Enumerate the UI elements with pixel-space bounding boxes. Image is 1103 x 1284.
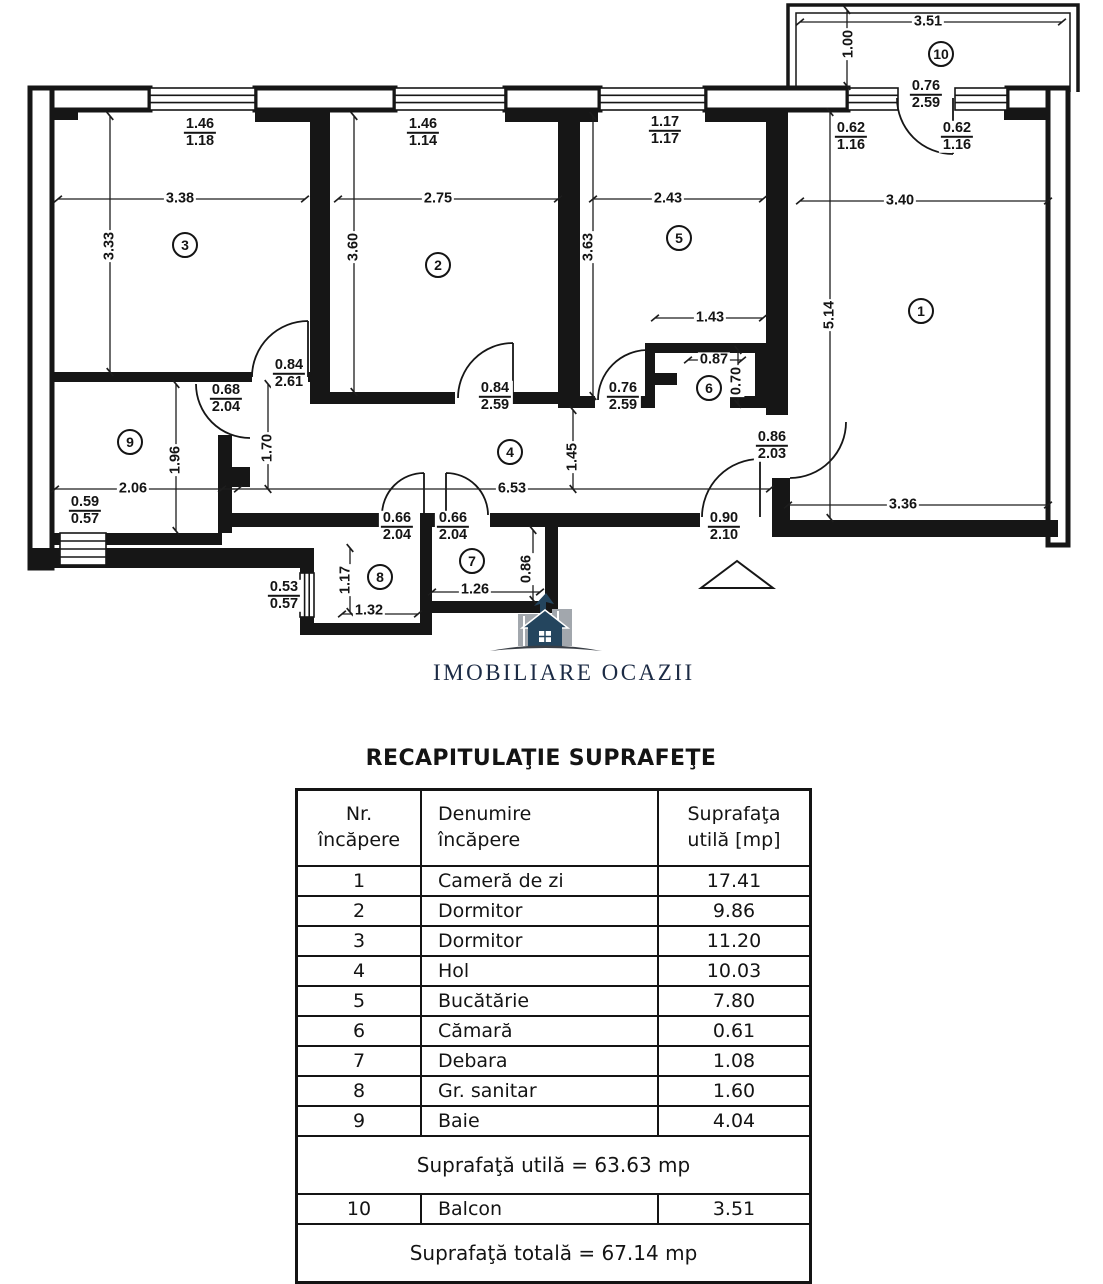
room-number-6: 6 (696, 375, 722, 401)
dimension-label: $\frac{1.46}{1.18}$ (182, 117, 218, 149)
interior-walls (30, 110, 1058, 635)
subtotal-row-cell: Suprafaţă utilă = 63.63 mp (297, 1136, 811, 1194)
room-number-9: 9 (117, 429, 143, 455)
dimension-label: 1.26 (460, 581, 490, 598)
dimension-label: $\frac{0.66}{2.04}$ (435, 511, 471, 543)
table-cell: 1 (297, 866, 422, 896)
dimension-label: 3.38 (165, 190, 195, 207)
table-row (297, 866, 811, 896)
room-number-5: 5 (666, 225, 692, 251)
balcony-outline (788, 5, 1078, 92)
table-cell: Cămară (421, 1016, 658, 1046)
table-cell: 10 (297, 1194, 422, 1224)
table-row (297, 986, 811, 1016)
table-cell: 4 (297, 956, 422, 986)
column-header: Denumire încăpere (421, 790, 658, 867)
summary-table (295, 788, 812, 1284)
dimension-label: 0.86 (518, 554, 535, 584)
table-row (297, 1016, 811, 1046)
subtotal-row (297, 1136, 811, 1194)
dimension-label: $\frac{0.62}{1.16}$ (939, 121, 975, 153)
table-row (297, 956, 811, 986)
dimension-label: 1.70 (259, 433, 276, 463)
table-cell: 17.41 (658, 866, 811, 896)
dimension-label: $\frac{0.62}{1.16}$ (833, 121, 869, 153)
table-cell: 7.80 (658, 986, 811, 1016)
dimension-label: $\frac{0.84}{2.59}$ (477, 381, 513, 413)
table-cell: Dormitor (421, 926, 658, 956)
dimension-label: 3.36 (888, 496, 918, 513)
dimension-label: 1.32 (354, 602, 384, 619)
dimension-label: 5.14 (821, 300, 838, 330)
table-cell: 8 (297, 1076, 422, 1106)
dimension-label: 1.17 (337, 565, 354, 595)
dimension-label: $\frac{0.53}{0.57}$ (266, 580, 302, 612)
outer-walls (30, 88, 1068, 568)
summary-title: RECAPITULAŢIE SUPRAFEŢE (365, 746, 717, 771)
total-row (297, 1224, 811, 1283)
dimension-label: 1.00 (840, 29, 857, 59)
dimension-label: 0.70 (728, 366, 745, 396)
table-cell: 11.20 (658, 926, 811, 956)
entrance-arrow (701, 561, 773, 588)
total-row-cell: Suprafaţă totală = 67.14 mp (297, 1224, 811, 1283)
table-cell: 1.08 (658, 1046, 811, 1076)
table-cell: Gr. sanitar (421, 1076, 658, 1106)
room-number-2: 2 (425, 252, 451, 278)
table-cell: Cameră de zi (421, 866, 658, 896)
column-header: Nr. încăpere (297, 790, 422, 867)
table-cell: 3.51 (658, 1194, 811, 1224)
table-cell: 5 (297, 986, 422, 1016)
dimension-label: $\frac{0.90}{2.10}$ (706, 511, 742, 543)
table-cell: 3 (297, 926, 422, 956)
table-cell: 1.60 (658, 1076, 811, 1106)
dimension-label: $\frac{1.17}{1.17}$ (647, 115, 683, 147)
summary-table-container (295, 788, 787, 1284)
table-cell: 6 (297, 1016, 422, 1046)
header-row (297, 790, 811, 867)
dimension-label: $\frac{0.76}{2.59}$ (908, 79, 944, 111)
table-cell: Hol (421, 956, 658, 986)
table-row (297, 1046, 811, 1076)
room-number-4: 4 (497, 439, 523, 465)
room-number-10: 10 (928, 41, 954, 67)
table-row (297, 896, 811, 926)
dimension-label: 3.33 (101, 231, 118, 261)
dimension-label: $\frac{0.76}{2.59}$ (605, 381, 641, 413)
table-row (297, 926, 811, 956)
dimension-label: 3.51 (913, 13, 943, 30)
table-cell: Baie (421, 1106, 658, 1136)
agency-logo (433, 592, 695, 686)
table-row (297, 1076, 811, 1106)
room-number-8: 8 (367, 564, 393, 590)
table-cell: 0.61 (658, 1016, 811, 1046)
dimension-label: $\frac{0.59}{0.57}$ (67, 495, 103, 527)
dimension-label: $\frac{0.84}{2.61}$ (271, 358, 307, 390)
table-row (297, 1194, 811, 1224)
room-number-1: 1 (908, 298, 934, 324)
agency-logo-text: IMOBILIARE OCAZII (433, 660, 695, 685)
dimension-label: 1.43 (695, 309, 725, 326)
dimension-label: $\frac{0.66}{2.04}$ (379, 511, 415, 543)
table-cell: Debara (421, 1046, 658, 1076)
dimension-label: 2.43 (653, 190, 683, 207)
room-number-7: 7 (459, 548, 485, 574)
table-cell: Balcon (421, 1194, 658, 1224)
house-logo-icon (488, 592, 608, 654)
table-row (297, 1106, 811, 1136)
dimension-label: 3.60 (345, 232, 362, 262)
room-number-3: 3 (172, 232, 198, 258)
dimension-label: 3.40 (885, 192, 915, 209)
table-cell: 9 (297, 1106, 422, 1136)
dimension-label: 0.87 (699, 351, 729, 368)
table-cell: 2 (297, 896, 422, 926)
dimension-label: 3.63 (580, 232, 597, 262)
table-cell: 9.86 (658, 896, 811, 926)
dimension-label: 1.45 (564, 442, 581, 472)
table-cell: 10.03 (658, 956, 811, 986)
dimension-label: 2.75 (423, 190, 453, 207)
dimension-label: 6.53 (497, 480, 527, 497)
dimension-label: $\frac{0.86}{2.03}$ (754, 430, 790, 462)
dimension-label: $\frac{1.46}{1.14}$ (405, 117, 441, 149)
column-header: Suprafaţa utilă [mp] (658, 790, 811, 867)
dimension-label: 1.96 (167, 445, 184, 475)
dimension-label: $\frac{0.68}{2.04}$ (208, 383, 244, 415)
table-cell: Dormitor (421, 896, 658, 926)
table-cell: 7 (297, 1046, 422, 1076)
table-cell: Bucătărie (421, 986, 658, 1016)
dimension-label: 2.06 (118, 480, 148, 497)
table-cell: 4.04 (658, 1106, 811, 1136)
